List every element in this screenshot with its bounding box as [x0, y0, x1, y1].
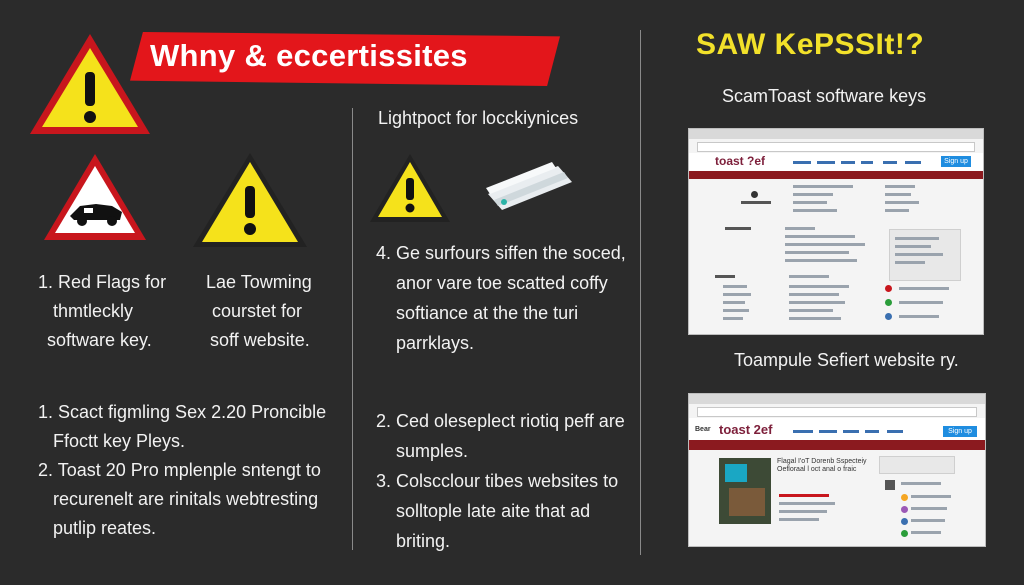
address-bar	[697, 142, 975, 152]
red-flags-item: 1. Red Flags for thmtleckly software key.	[38, 272, 167, 350]
promo-text: Flagal I'oT Dorenb Sspecteiy Oefloraal l oct anal o fraic	[777, 458, 867, 473]
browser-tab-bar	[689, 129, 983, 139]
towming-item: Lae Towming courstet for soff website.	[206, 272, 312, 350]
website-screenshot-2: Bear toast 2ef Sign up Flagal I'oT Dorenb Sspecteiy Oefloraal l oct anal o fraic	[688, 393, 986, 547]
left-list: 1. Scact figmling Sex 2.20 Proncible Ffoctt key Pleys. 2. Toast 20 Pro mplenple sntengt to recurenelt are rinitals webtresting putlip reates.	[38, 402, 327, 538]
site-nav	[689, 171, 983, 179]
divider-left	[352, 108, 353, 550]
browser-tab-bar	[689, 394, 985, 404]
warning-triangle-icon	[368, 152, 452, 224]
caption-sefiert-website: Toampule Sefiert website ry.	[734, 350, 959, 370]
site-nav	[689, 440, 985, 450]
warning-triangle-icon	[26, 30, 154, 138]
right-title: SAW KePSSIt!?	[696, 28, 925, 61]
divider-right	[640, 30, 641, 555]
signup-button[interactable]: Sign up	[943, 426, 977, 437]
website-screenshot-1	[688, 128, 984, 335]
sidebar-panel	[879, 456, 955, 474]
document-tape-icon	[482, 160, 578, 216]
page-title: Whny & eccertissites	[150, 38, 468, 73]
middle-block-2: 2. Ced oleseplect riotiq peff are sumples. 3. Colscclour tibes websites to solltople late aite that ad briting.	[376, 411, 625, 551]
site-logo: toast 2ef	[719, 422, 773, 437]
middle-subtitle: Lightpoct for locckiynices	[378, 108, 579, 128]
address-bar	[697, 407, 977, 417]
caption-software-keys: ScamToast software keys	[722, 86, 927, 106]
warning-triangle-icon	[190, 150, 310, 250]
hacker-car-icon	[40, 150, 150, 244]
signup-button[interactable]: Sign up	[941, 156, 971, 167]
site-logo: toast ?ef	[715, 154, 766, 168]
middle-block-1: 4. Ge surfours siffen the soced, anor vare toe scatted coffy softiance at the the turi parrklays.	[376, 243, 626, 353]
